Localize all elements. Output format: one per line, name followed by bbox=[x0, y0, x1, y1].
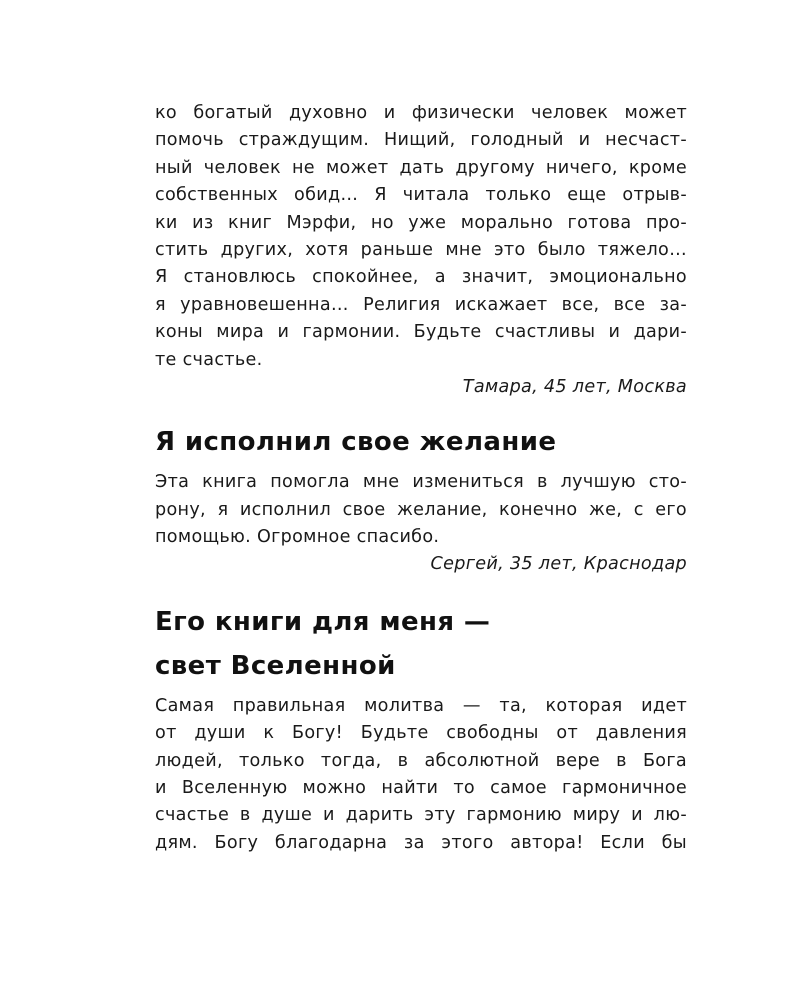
section-heading: свет Вселенной bbox=[155, 650, 396, 681]
text-line: рону, я исполнил свое желание, конечно же, с его bbox=[155, 499, 687, 520]
text-line: ко богатый духовно и физически человек может bbox=[155, 103, 687, 123]
text-line: от души к Богу! Будьте свободны от давления bbox=[155, 723, 687, 744]
text-line: помощью. Огромное спасибо. bbox=[155, 527, 440, 548]
text-line: я уравновешенна… Религия искажает все, все за- bbox=[155, 294, 687, 315]
text-line: Я становлюсь спокойнее, а значит, эмоционально bbox=[155, 267, 687, 288]
book-page bbox=[155, 100, 687, 857]
text-line: те счастье. bbox=[155, 349, 263, 370]
body-text bbox=[155, 100, 687, 374]
text-line: помочь страждущим. Нищий, голодный и несчаст- bbox=[155, 130, 687, 151]
text-line: собственных обид… Я читала только еще отрыв- bbox=[155, 185, 687, 206]
text-line: людей, только тогда, в абсолютной вере в Бога bbox=[155, 750, 687, 771]
body-text bbox=[155, 693, 687, 857]
text-line: коны мира и гармонии. Будьте счастливы и дари- bbox=[155, 322, 687, 343]
author-signature: Сергей, 35 лет, Краснодар bbox=[430, 554, 687, 575]
text-line: ный человек не может дать другому ничего, кроме bbox=[155, 157, 687, 178]
testimonial-third bbox=[155, 605, 687, 857]
text-line: Эта книга помогла мне измениться в лучшую сто- bbox=[155, 472, 687, 493]
author-signature: Тамара, 45 лет, Москва bbox=[462, 376, 687, 397]
text-line: дям. Богу благодарна за этого автора! Если бы bbox=[155, 832, 687, 853]
testimonial-tamara bbox=[155, 100, 687, 401]
text-line: стить других, хотя раньше мне это было тяжело… bbox=[155, 239, 687, 260]
text-line: и Вселенную можно найти то самое гармоничное bbox=[155, 778, 687, 799]
testimonial-sergey bbox=[155, 425, 687, 579]
body-text bbox=[155, 469, 687, 551]
text-line: Самая правильная молитва — та, которая идет bbox=[155, 695, 687, 716]
text-line: ки из книг Мэрфи, но уже морально готова про- bbox=[155, 212, 687, 233]
section-heading: Я исполнил свое желание bbox=[155, 427, 557, 458]
text-line: счастье в душе и дарить эту гармонию миру и лю- bbox=[155, 805, 687, 826]
section-heading: Его книги для меня — bbox=[155, 606, 491, 637]
